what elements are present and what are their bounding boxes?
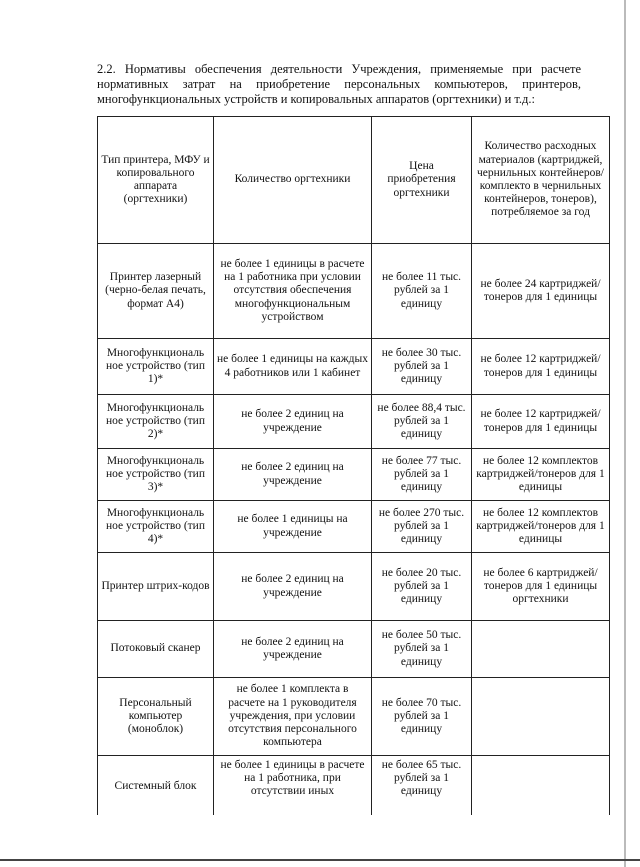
cell-consumables: не более 12 комплектов картриджей/тонеров для 1 единицы [472, 449, 610, 501]
cell-quantity: не более 1 единицы на учреждение [214, 501, 372, 553]
cell-type: Персональный компьютер (моноблок) [98, 678, 214, 756]
table-row [98, 553, 610, 621]
norms-table [97, 116, 610, 815]
cell-price: не более 30 тыс. рублей за 1 единицу [372, 339, 472, 395]
cell-quantity: не более 1 единицы в расчете на 1 работника при условии отсутствия обеспечения многофункциональным устройством [214, 244, 372, 339]
cell-consumables: не более 12 комплектов картриджей/тонеров для 1 единицы [472, 501, 610, 553]
table-row [98, 449, 610, 501]
section-intro: 2.2. Нормативы обеспечения деятельности Учреждения, применяемые при расчете нормативных затрат на приобретение персональных компьютеров, принтеров, многофункциональных устройств и копировальных аппаратов (оргтехники) и т.д.: [97, 62, 581, 106]
table-row [98, 621, 610, 678]
cell-consumables: не более 12 картриджей/тонеров для 1 единицы [472, 395, 610, 449]
header-quantity: Количество оргтехники [214, 117, 372, 244]
cell-quantity: не более 1 единицы в расчете на 1 работника, при отсутствии иных [214, 756, 372, 815]
cell-consumables [472, 621, 610, 678]
cell-price: не более 20 тыс. рублей за 1 единицу [372, 553, 472, 621]
header-printer-type: Тип принтера, МФУ и копировального аппарата (оргтехники) [98, 117, 214, 244]
cell-quantity: не более 2 единиц на учреждение [214, 449, 372, 501]
cell-quantity: не более 2 единиц на учреждение [214, 621, 372, 678]
cell-price: не более 50 тыс. рублей за 1 единицу [372, 621, 472, 678]
cell-type: Потоковый сканер [98, 621, 214, 678]
cell-price: не более 11 тыс. рублей за 1 единицу [372, 244, 472, 339]
cell-type: Многофункциональ ное устройство (тип 1)* [98, 339, 214, 395]
cell-type: Многофункциональ ное устройство (тип 2)* [98, 395, 214, 449]
cell-consumables: не более 24 картриджей/тонеров для 1 единицы [472, 244, 610, 339]
table-row [98, 678, 610, 756]
cell-type: Принтер штрих-кодов [98, 553, 214, 621]
header-consumables: Количество расходных материалов (картриджей, чернильных контейнеров/комплекто в чернильных контейнеров, тонеров), потребляемое за год [472, 117, 610, 244]
cell-consumables [472, 756, 610, 815]
table-header-row [98, 117, 610, 244]
cell-type: Многофункциональ ное устройство (тип 3)* [98, 449, 214, 501]
cell-quantity: не более 2 единиц на учреждение [214, 553, 372, 621]
cell-price: не более 70 тыс. рублей за 1 единицу [372, 678, 472, 756]
cell-price: не более 65 тыс. рублей за 1 единицу [372, 756, 472, 815]
cell-consumables: не более 12 картриджей/тонеров для 1 единицы [472, 339, 610, 395]
cell-quantity: не более 1 единицы на каждых 4 работников или 1 кабинет [214, 339, 372, 395]
header-price: Цена приобретения оргтехники [372, 117, 472, 244]
cell-consumables: не более 6 картриджей/тонеров для 1 единицы оргтехники [472, 553, 610, 621]
scan-edge-right [624, 0, 626, 867]
cell-quantity: не более 1 комплекта в расчете на 1 руководителя учреждения, при условии отсутствия персонального компьютера [214, 678, 372, 756]
table-row [98, 395, 610, 449]
scan-edge-bottom [0, 859, 640, 861]
cell-quantity: не более 2 единиц на учреждение [214, 395, 372, 449]
table-row [98, 339, 610, 395]
cell-type: Многофункциональ ное устройство (тип 4)* [98, 501, 214, 553]
cell-consumables [472, 678, 610, 756]
table-row [98, 501, 610, 553]
table-row [98, 756, 610, 815]
cell-price: не более 88,4 тыс. рублей за 1 единицу [372, 395, 472, 449]
cell-type: Принтер лазерный (черно-белая печать, формат А4) [98, 244, 214, 339]
cell-price: не более 270 тыс. рублей за 1 единицу [372, 501, 472, 553]
cell-price: не более 77 тыс. рублей за 1 единицу [372, 449, 472, 501]
cell-type: Системный блок [98, 756, 214, 815]
table-row [98, 244, 610, 339]
